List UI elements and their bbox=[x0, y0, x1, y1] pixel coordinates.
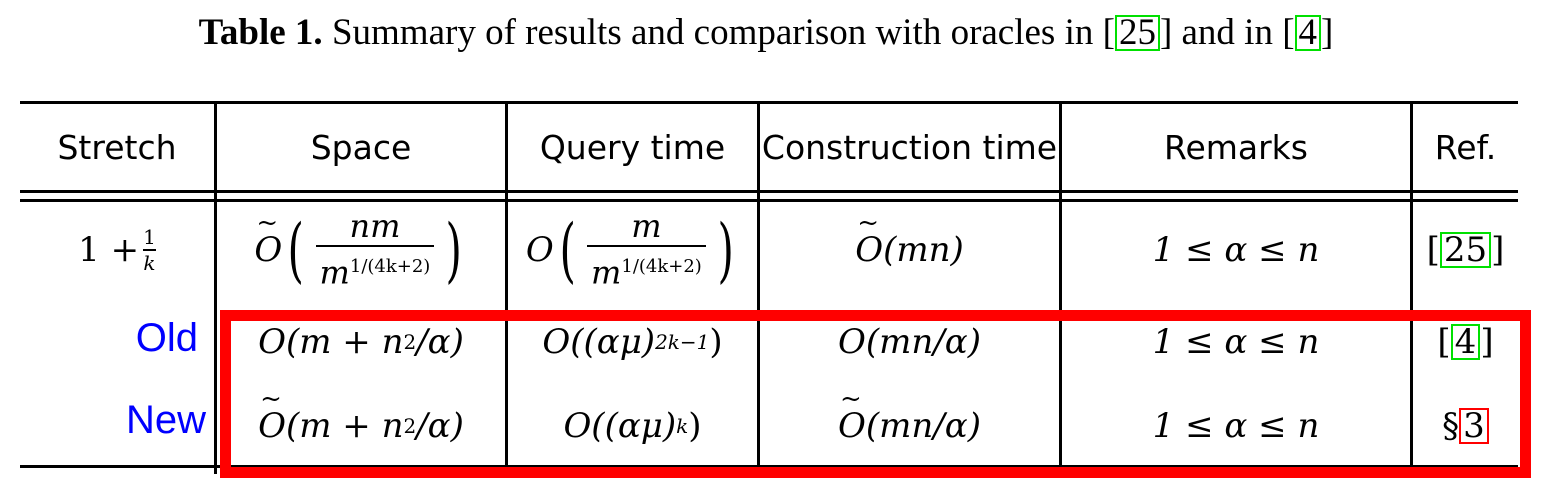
row1-query: O ( $\frac{m}{m^{1/(4k+2)}}$ ) bbox=[525, 207, 734, 292]
header-rule-1 bbox=[20, 190, 1518, 193]
row1-space-op: ~ O bbox=[254, 230, 282, 270]
table-caption bbox=[0, 10, 1532, 56]
header-rule-2 bbox=[20, 199, 1518, 202]
row3-construction-op: ~ O bbox=[838, 406, 866, 446]
row1-query-fraction bbox=[587, 207, 706, 293]
row2-query-exp: 2k−1 bbox=[655, 330, 710, 354]
row2-query-value: O((αμ) bbox=[542, 322, 656, 362]
row1-space-fraction bbox=[316, 207, 435, 293]
header-construction-time: Construction time bbox=[761, 127, 1058, 167]
row2-construction-value: (mn/α) bbox=[865, 322, 981, 362]
caption-text-after: ] bbox=[1321, 12, 1334, 53]
header-ref: Ref. bbox=[1434, 127, 1497, 167]
row2-ref-close: ] bbox=[1480, 322, 1494, 362]
row1-space-den-base: m bbox=[319, 253, 350, 292]
row1-construction-value: (mn) bbox=[883, 230, 964, 270]
row1-remarks-value: 1 ≤ α ≤ n bbox=[1152, 230, 1320, 270]
row2-space-tail: /α) bbox=[416, 322, 464, 362]
row3-ref-section-sign: § bbox=[1442, 406, 1460, 446]
row3-construction-value: (mn/α) bbox=[865, 406, 981, 446]
row2-query-tail: ) bbox=[709, 322, 723, 362]
row3-space-tail: /α) bbox=[416, 406, 464, 446]
row1-stretch-prefix: 1 + bbox=[78, 230, 140, 270]
row-label-old: Old bbox=[135, 316, 198, 360]
row3-remarks-value: 1 ≤ α ≤ n bbox=[1152, 406, 1320, 446]
row1-stretch-den: k bbox=[143, 250, 156, 275]
row1-construction-op: ~ O bbox=[855, 230, 883, 270]
citation-link-4[interactable]: 4 bbox=[1295, 15, 1322, 51]
caption-label: Table 1. bbox=[198, 12, 323, 53]
row1-space-den-exp: 1/(4k+2) bbox=[349, 256, 431, 278]
row2-space-op: ~ O bbox=[258, 322, 286, 362]
header-stretch: Stretch bbox=[57, 127, 177, 167]
row1-remarks bbox=[1062, 204, 1410, 296]
row1-construction bbox=[760, 204, 1059, 296]
header-space: Space bbox=[310, 127, 412, 167]
row1-ref bbox=[1413, 204, 1518, 296]
row3-query-value: O((αμ) bbox=[563, 406, 677, 446]
row3-space-op: ~ O bbox=[258, 406, 286, 446]
row1-space-num: nm bbox=[349, 207, 401, 246]
caption-text-before: Summary of results and comparison with oracles in [ bbox=[331, 12, 1115, 53]
row2-ref-citation-link[interactable]: 4 bbox=[1451, 324, 1481, 360]
row1-ref-open: [ bbox=[1426, 230, 1440, 270]
row1-space: ~ O ( $\frac{nm}{m^{1/(4k+2)}}$ ) bbox=[217, 204, 505, 296]
row1-query-den-exp: 1/(4k+2) bbox=[621, 256, 702, 278]
row1-query-op: O bbox=[525, 230, 554, 270]
caption-text-middle: ] and in [ bbox=[1159, 12, 1295, 53]
header-remarks: Remarks bbox=[1164, 127, 1308, 167]
row1-ref-close: ] bbox=[1491, 230, 1505, 270]
row1-stretch bbox=[20, 204, 214, 296]
row2-space-exp: 2 bbox=[403, 330, 417, 354]
header-query-time: Query time bbox=[539, 127, 726, 167]
row1-stretch-fraction bbox=[143, 225, 156, 275]
highlight-annotation-box bbox=[220, 310, 1531, 478]
row1-query-num: m bbox=[631, 207, 662, 246]
row2-construction-op: ~ O bbox=[838, 322, 866, 362]
row3-query-tail: ) bbox=[688, 406, 702, 446]
citation-link-25[interactable]: 25 bbox=[1115, 15, 1160, 51]
row3-space-exp: 2 bbox=[403, 414, 417, 438]
row-label-new: New bbox=[125, 398, 206, 442]
row1-ref-citation-link[interactable]: 25 bbox=[1440, 232, 1491, 268]
row1-query-den-base: m bbox=[591, 253, 622, 292]
row2-ref-open: [ bbox=[1437, 322, 1451, 362]
row2-space-value: (m + n bbox=[285, 322, 404, 362]
row3-ref-section-link[interactable]: 3 bbox=[1459, 408, 1489, 444]
row2-remarks-value: 1 ≤ α ≤ n bbox=[1152, 322, 1320, 362]
row3-space-value: (m + n bbox=[285, 406, 404, 446]
row3-query-exp: k bbox=[676, 414, 689, 438]
row1-stretch-num: 1 bbox=[143, 225, 156, 250]
